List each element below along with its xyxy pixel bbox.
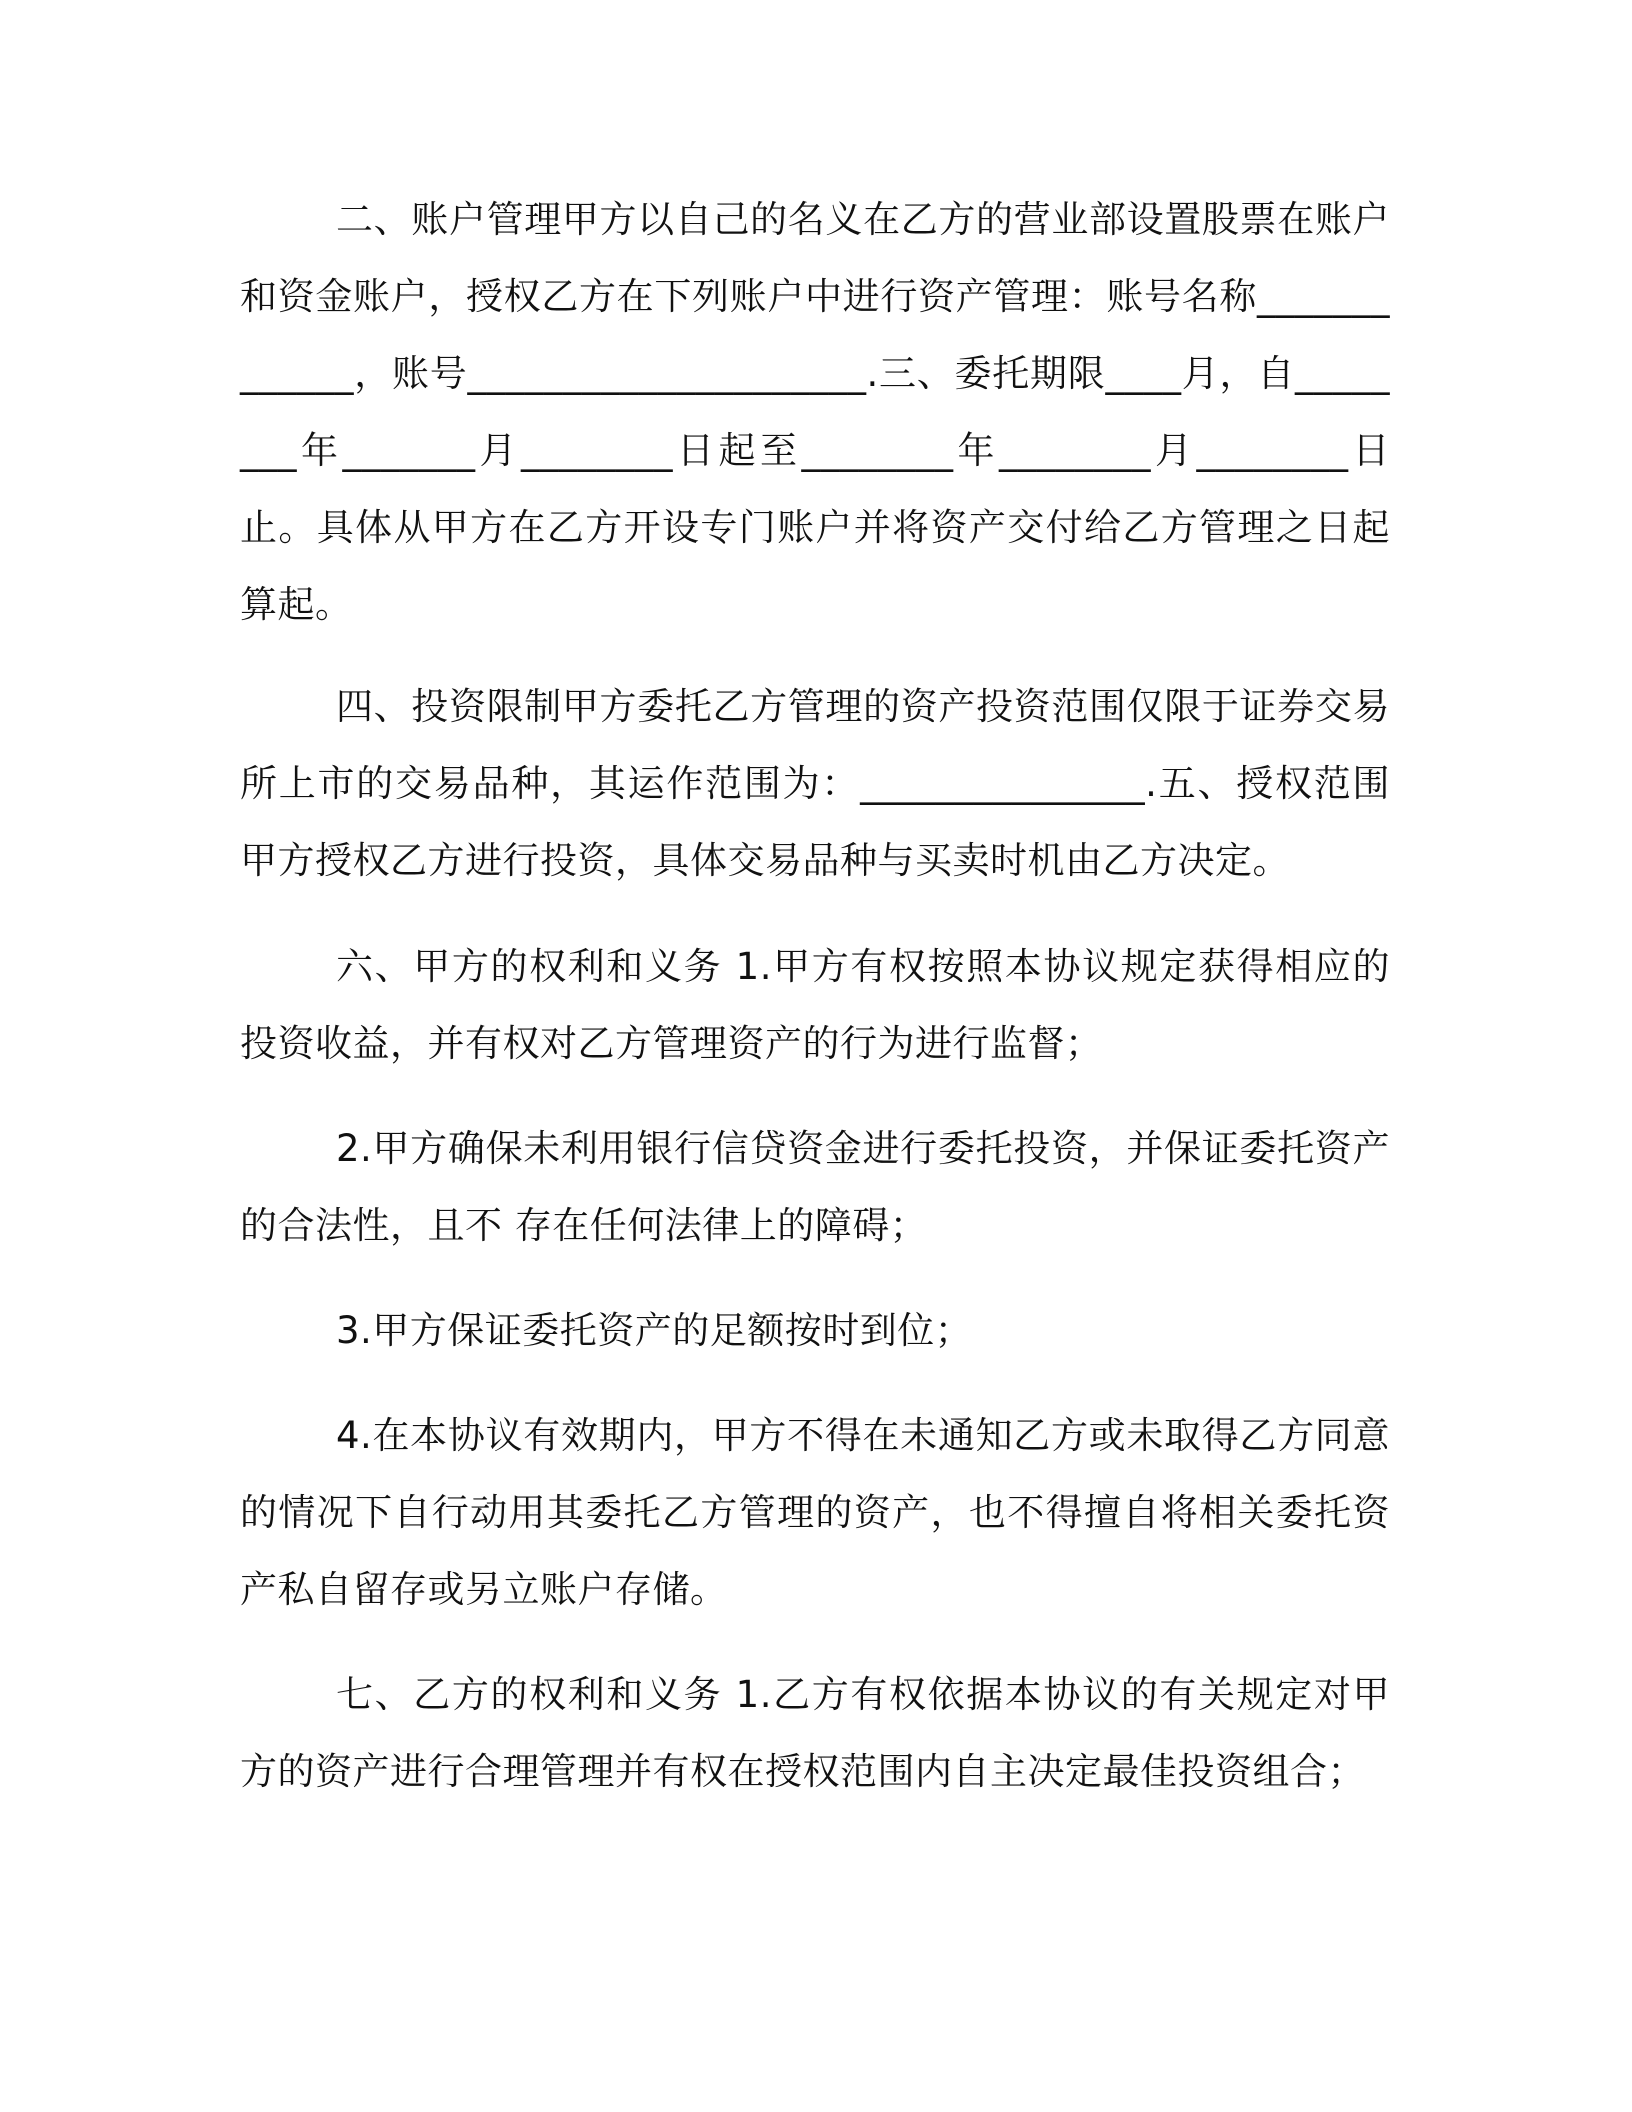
- paragraph-investment-limits-and-scope: 四、投资限制甲方委托乙方管理的资产投资范围仅限于证券交易所上市的交易品种，其运作范围为：_______________.五、授权范围甲方授权乙方进行投资，具体交易品种与买卖时机由乙方决定。: [240, 685, 1390, 882]
- paragraph-party-b-rights-1: 七、乙方的权利和义务 1.乙方有权依据本协议的有关规定对甲方的资产进行合理管理并有权在授权范围内自主决定最佳投资组合；: [240, 1673, 1390, 1793]
- paragraph-party-a-obligation-2: 2.甲方确保未利用银行信贷资金进行委托投资，并保证委托资产的合法性，且不 存在任何法律上的障碍；: [240, 1127, 1390, 1247]
- paragraph-account-management-and-term: 二、账户管理甲方以自己的名义在乙方的营业部设置股票在账户和资金账户，授权乙方在下列账户中进行资产管理：账号名称_____________，账号_____________________.三、委托期限____月，自________年_______月________日起至________年________月________日止。具体从甲方在乙方开设专门账户并将资产交付给乙方管理之日起算起。: [240, 198, 1390, 626]
- paragraph-party-a-obligation-4: 4.在本协议有效期内，甲方不得在未通知乙方或未取得乙方同意的情况下自行动用其委托乙方管理的资产，也不得擅自将相关委托资产私自留存或另立账户存储。: [240, 1414, 1390, 1611]
- paragraph-party-a-rights-1: 六、甲方的权利和义务 1.甲方有权按照本协议规定获得相应的投资收益，并有权对乙方管理资产的行为进行监督；: [240, 945, 1390, 1065]
- paragraph-party-a-obligation-3: 3.甲方保证委托资产的足额按时到位；: [336, 1309, 973, 1352]
